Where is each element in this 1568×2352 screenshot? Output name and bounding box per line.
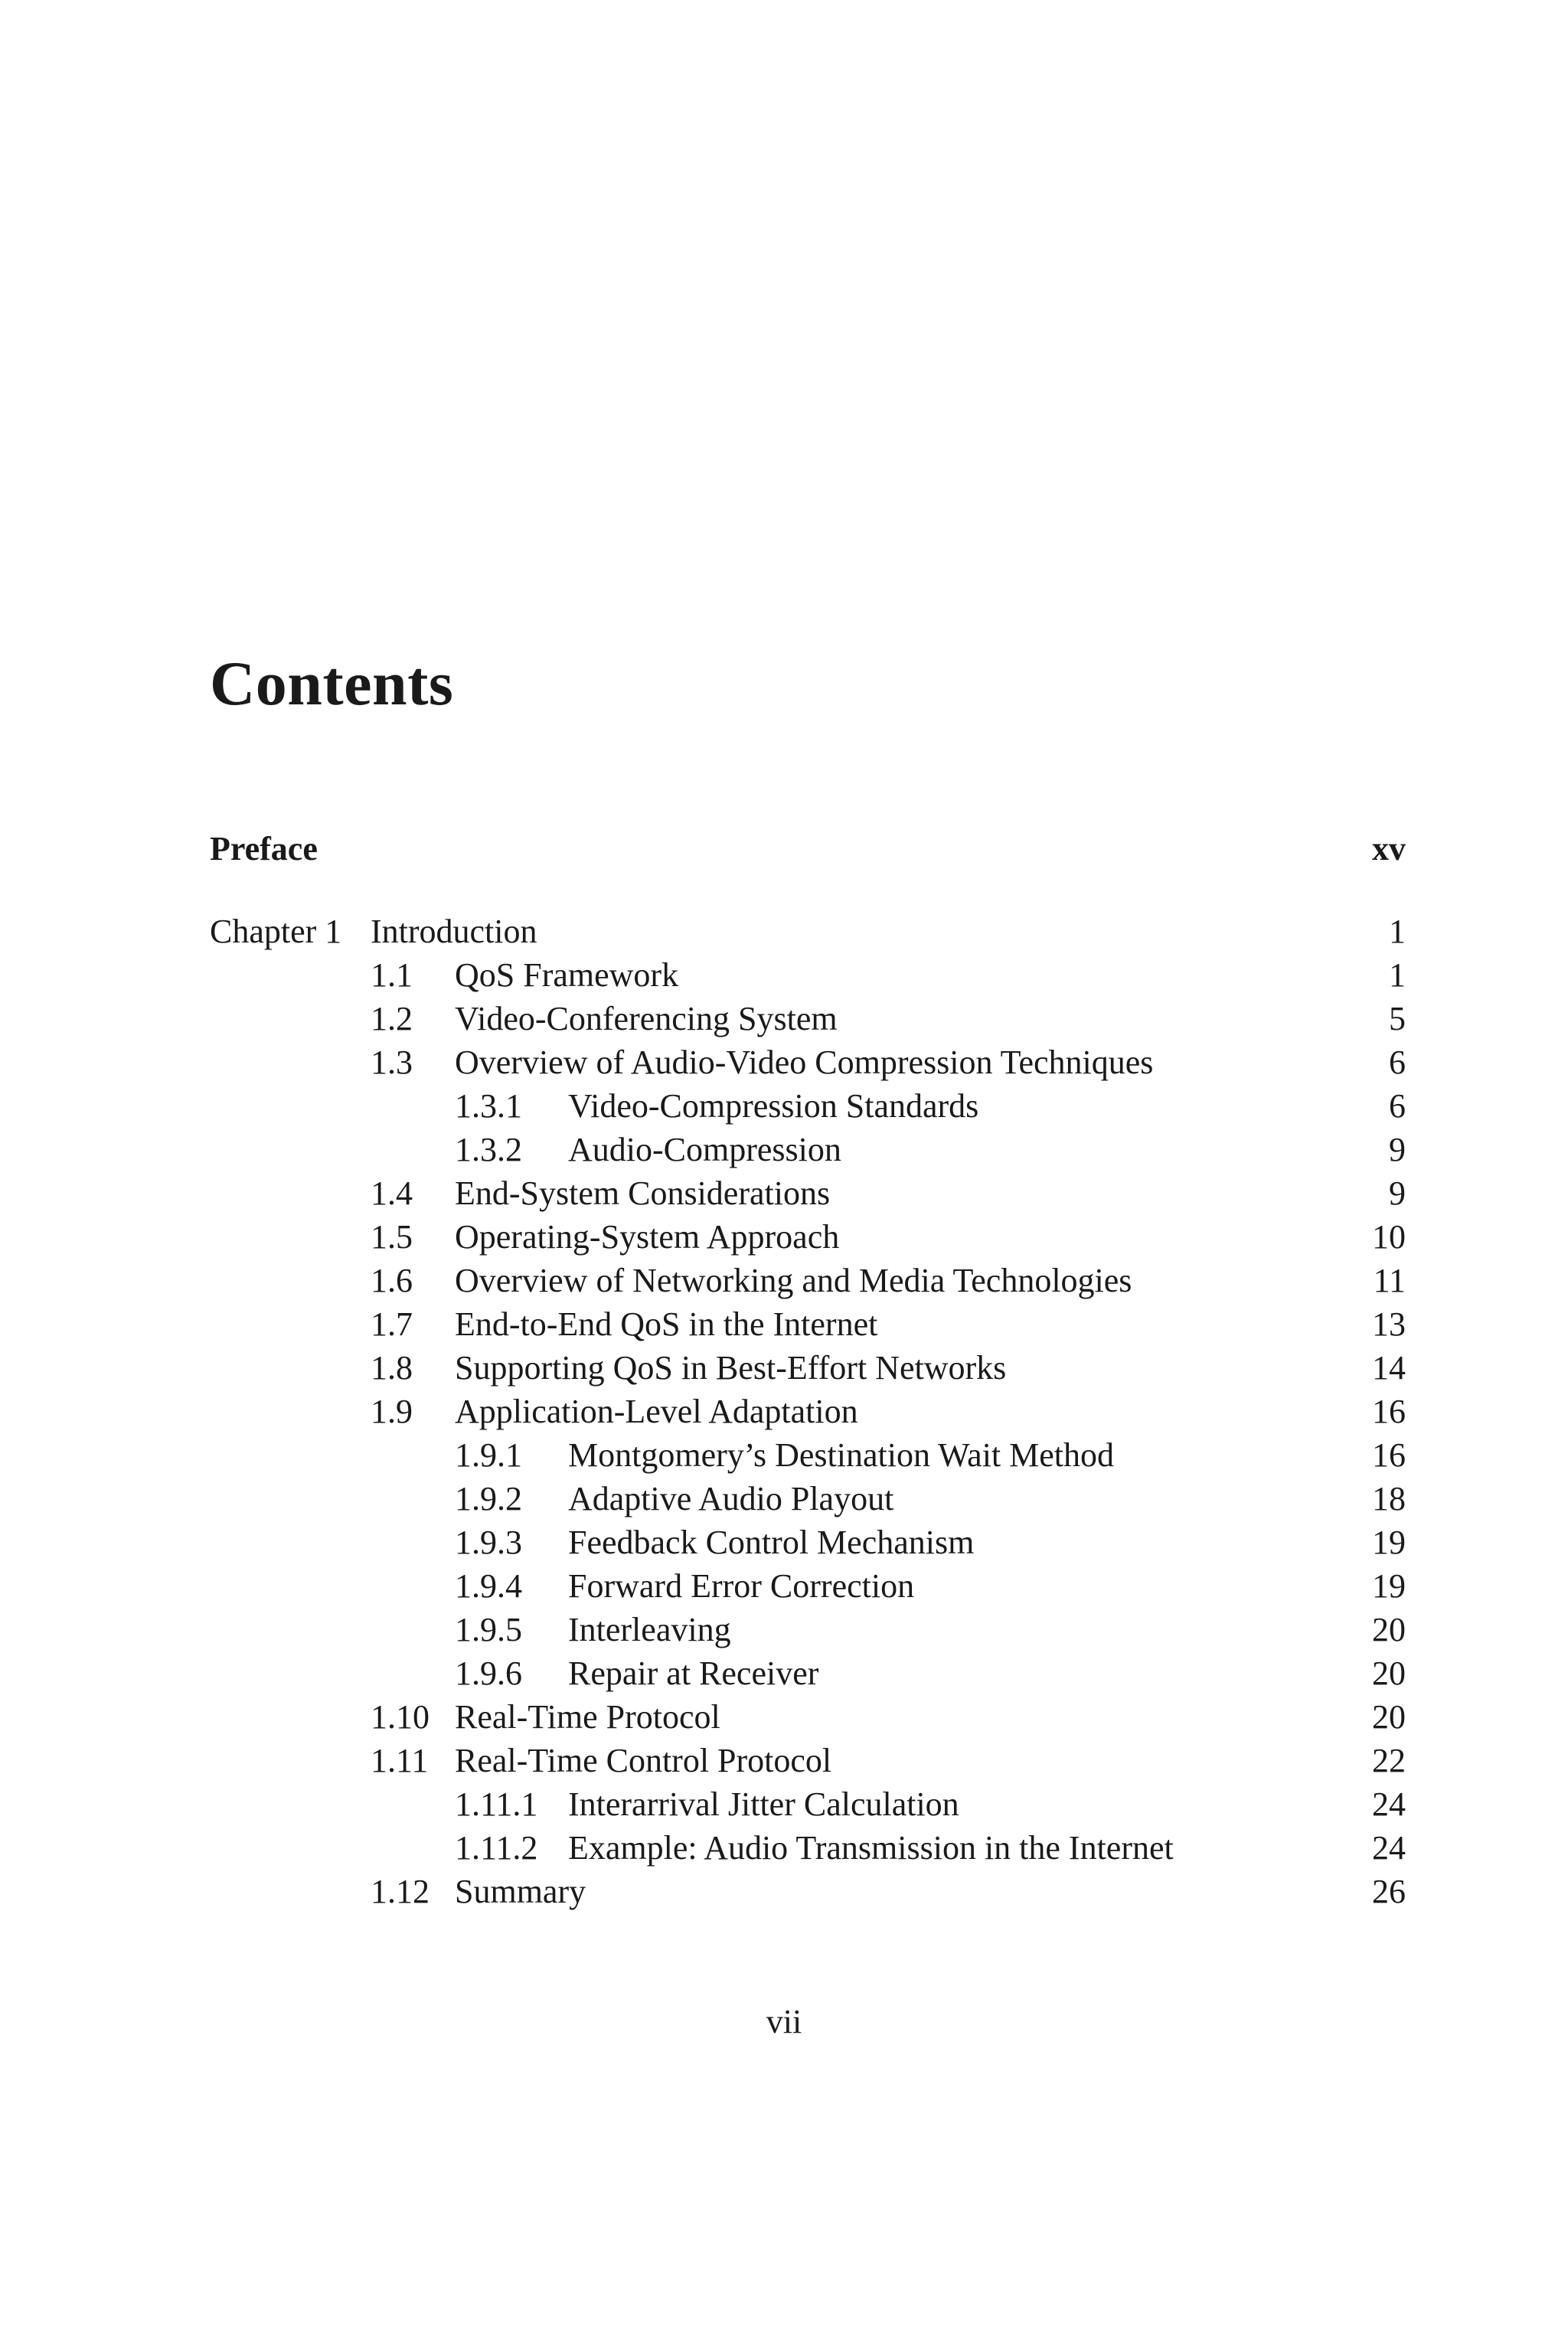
toc-section-row[interactable] bbox=[210, 1040, 1406, 1084]
toc-entry-title: Example: Audio Transmission in the Internet bbox=[568, 1829, 1174, 1867]
toc-entry-number: 1.6 bbox=[371, 1262, 413, 1299]
footer-page-number: vii bbox=[766, 2003, 802, 2040]
toc-entry-page-number: 22 bbox=[1372, 1742, 1406, 1779]
toc-entry-title: Repair at Receiver bbox=[568, 1655, 819, 1692]
toc-entry-page-number: 13 bbox=[1372, 1305, 1406, 1343]
preface-label: Preface bbox=[210, 830, 318, 867]
toc-entry-number: 1.9.4 bbox=[455, 1567, 522, 1605]
toc-entry-page-number: 5 bbox=[1389, 1000, 1406, 1037]
toc-section-row[interactable] bbox=[210, 1215, 1406, 1259]
toc-subsection-row[interactable] bbox=[210, 1564, 1406, 1608]
toc-entry-title: Real-Time Protocol bbox=[455, 1698, 720, 1736]
toc-entry-number: 1.9.1 bbox=[455, 1436, 522, 1474]
toc-entry-title: Summary bbox=[455, 1873, 586, 1910]
toc-entry-number: 1.9.2 bbox=[455, 1480, 522, 1517]
toc-entry-page-number: 11 bbox=[1373, 1262, 1406, 1299]
toc-entry-number: 1.1 bbox=[371, 956, 413, 994]
toc-entry-title: Montgomery’s Destination Wait Method bbox=[568, 1436, 1115, 1474]
toc-entry-title: Real-Time Control Protocol bbox=[455, 1742, 832, 1779]
toc-section-row[interactable] bbox=[210, 1346, 1406, 1390]
toc-entry-page-number: 6 bbox=[1389, 1087, 1406, 1125]
page-title: Contents bbox=[210, 648, 454, 718]
toc-entry-number: 1.4 bbox=[371, 1174, 413, 1212]
toc-subsection-row[interactable] bbox=[210, 1651, 1406, 1695]
toc-entry-title: Adaptive Audio Playout bbox=[568, 1480, 894, 1517]
toc-entry-title: End-System Considerations bbox=[455, 1174, 831, 1212]
toc-entry-title: Audio-Compression bbox=[568, 1131, 841, 1168]
toc-entry-page-number: 20 bbox=[1372, 1611, 1406, 1648]
toc-entry-page-number: 10 bbox=[1372, 1218, 1406, 1256]
toc-chapter-row[interactable] bbox=[210, 910, 1406, 953]
toc-section-row[interactable] bbox=[210, 997, 1406, 1040]
toc-entry-title: Application-Level Adaptation bbox=[455, 1393, 858, 1430]
toc-entry-page-number: 20 bbox=[1372, 1655, 1406, 1692]
toc-entry-page-number: 24 bbox=[1372, 1785, 1406, 1823]
toc-subsection-row[interactable] bbox=[210, 1433, 1406, 1477]
toc-entry-page-number: 18 bbox=[1372, 1480, 1406, 1517]
chapter-title: Introduction bbox=[371, 913, 537, 950]
toc-entry-title: Forward Error Correction bbox=[568, 1567, 915, 1605]
toc-entry-number: 1.9.3 bbox=[455, 1524, 522, 1561]
toc-subsection-row[interactable] bbox=[210, 1608, 1406, 1651]
toc-entry-title: Overview of Networking and Media Technologies bbox=[455, 1262, 1132, 1299]
toc-entry-title: Feedback Control Mechanism bbox=[568, 1524, 975, 1561]
toc-entry-page-number: 14 bbox=[1372, 1349, 1406, 1387]
toc-entry-number: 1.5 bbox=[371, 1218, 413, 1256]
toc-entry-title: Video-Compression Standards bbox=[568, 1087, 979, 1125]
toc-entry-page-number: 16 bbox=[1372, 1393, 1406, 1430]
chapter-label: Chapter 1 bbox=[210, 913, 342, 950]
toc-section-row[interactable] bbox=[210, 953, 1406, 997]
toc-entry-title: Video-Conferencing System bbox=[455, 1000, 838, 1037]
toc-section-row[interactable] bbox=[210, 1695, 1406, 1739]
toc-entry-page-number: 6 bbox=[1389, 1044, 1406, 1081]
toc-entry-title: QoS Framework bbox=[455, 956, 679, 994]
toc-entry-page-number: 1 bbox=[1389, 956, 1406, 994]
toc-entry-title: End-to-End QoS in the Internet bbox=[455, 1305, 878, 1343]
toc-entry-title: Overview of Audio-Video Compression Techniques bbox=[455, 1044, 1154, 1081]
toc-entry-page-number: 9 bbox=[1389, 1174, 1406, 1212]
toc-entry-number: 1.2 bbox=[371, 1000, 413, 1037]
toc-subsection-row[interactable] bbox=[210, 1477, 1406, 1521]
toc-subsection-row[interactable] bbox=[210, 1782, 1406, 1826]
toc-entry-number: 1.8 bbox=[371, 1349, 413, 1387]
toc-entry-page-number: 24 bbox=[1372, 1829, 1406, 1867]
toc-section-row[interactable] bbox=[210, 1302, 1406, 1346]
toc-subsection-row[interactable] bbox=[210, 1128, 1406, 1171]
toc-section-row[interactable] bbox=[210, 1870, 1406, 1913]
toc-entry-number: 1.3.2 bbox=[455, 1131, 522, 1168]
toc-entry-number: 1.11 bbox=[371, 1742, 429, 1779]
toc-entry-page-number: 20 bbox=[1372, 1698, 1406, 1736]
toc-section-row[interactable] bbox=[210, 1171, 1406, 1215]
toc-entry-title: Supporting QoS in Best-Effort Networks bbox=[455, 1349, 1007, 1387]
toc-subsection-row[interactable] bbox=[210, 1084, 1406, 1128]
toc-section-row[interactable] bbox=[210, 1739, 1406, 1782]
toc-entry-number: 1.7 bbox=[371, 1305, 413, 1343]
toc-entry-number: 1.3 bbox=[371, 1044, 413, 1081]
toc-entry-number: 1.10 bbox=[371, 1698, 430, 1736]
toc-entry-number: 1.11.2 bbox=[455, 1829, 538, 1867]
toc-subsection-row[interactable] bbox=[210, 1521, 1406, 1564]
toc-entry-page-number: 19 bbox=[1372, 1524, 1406, 1561]
toc-entry-page-number: 16 bbox=[1372, 1436, 1406, 1474]
toc-section-row[interactable] bbox=[210, 1390, 1406, 1433]
toc-entry-title: Interarrival Jitter Calculation bbox=[568, 1785, 959, 1823]
toc-entry-page-number: 19 bbox=[1372, 1567, 1406, 1605]
toc-entry-number: 1.9.5 bbox=[455, 1611, 522, 1648]
chapter-page-number: 1 bbox=[1389, 913, 1406, 950]
toc-entry-title: Interleaving bbox=[568, 1611, 731, 1648]
toc-entry-page-number: 9 bbox=[1389, 1131, 1406, 1168]
toc-entry-number: 1.11.1 bbox=[455, 1785, 538, 1823]
toc-subsection-row[interactable] bbox=[210, 1826, 1406, 1870]
preface-page-number: xv bbox=[1372, 830, 1406, 867]
toc-entry-number: 1.9 bbox=[371, 1393, 413, 1430]
toc-entry-number: 1.3.1 bbox=[455, 1087, 522, 1125]
toc-entry-number: 1.9.6 bbox=[455, 1655, 522, 1692]
toc-entry-page-number: 26 bbox=[1372, 1873, 1406, 1910]
toc-section-row[interactable] bbox=[210, 1259, 1406, 1302]
toc-entry-number: 1.12 bbox=[371, 1873, 430, 1910]
toc-preface-row[interactable] bbox=[210, 827, 1406, 871]
toc-entry-title: Operating-System Approach bbox=[455, 1218, 840, 1256]
